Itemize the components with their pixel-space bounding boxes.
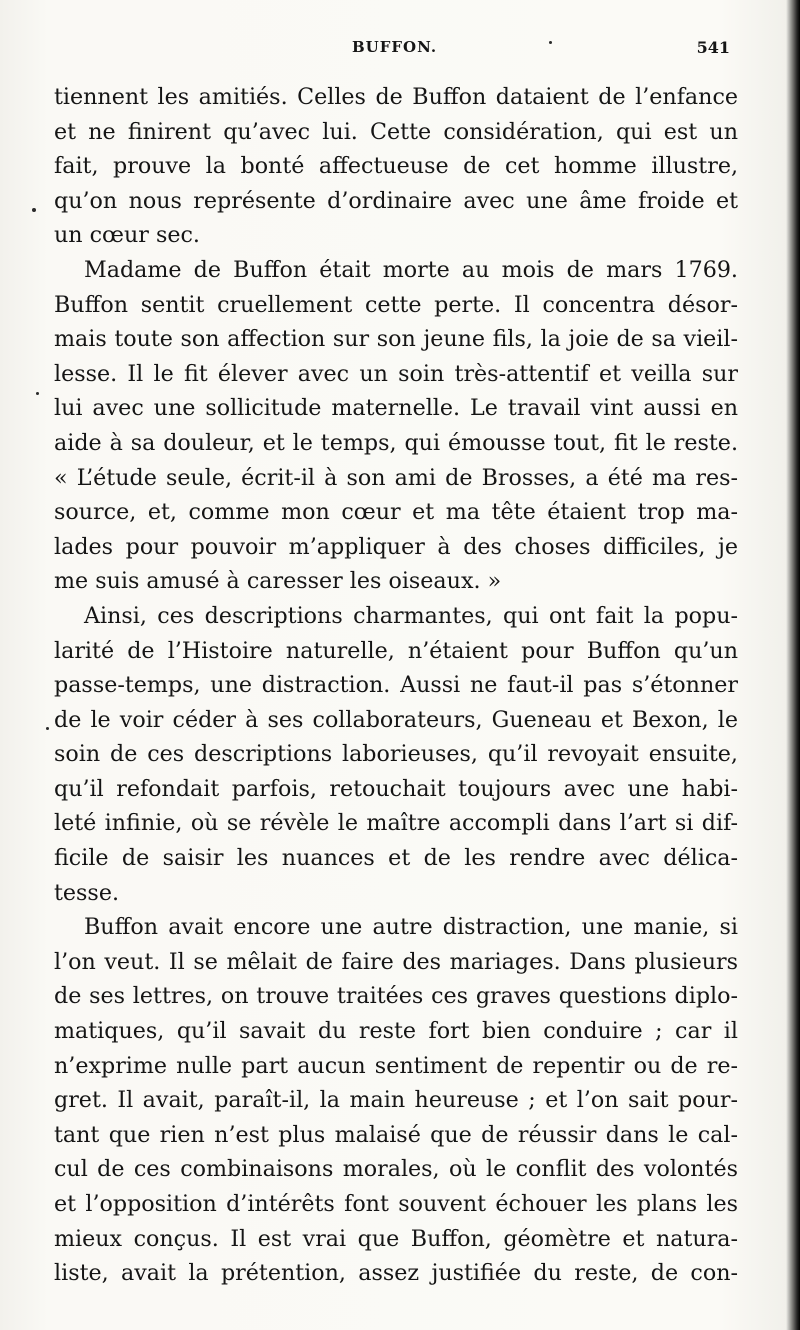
text-line: qu’il refondait parfois, retouchait toujours avec une habi-: [54, 775, 738, 802]
body-text: [54, 80, 738, 1291]
paragraph-start-line: Buffon avait encore une autre distraction, une manie, si: [84, 914, 738, 941]
text-line: tesse.: [54, 879, 120, 906]
paragraph-start-line: Madame de Buffon était morte au mois de mars 1769.: [84, 256, 738, 283]
page-number: 541: [696, 38, 730, 57]
text-line: fait, prouve la bonté affectueuse de cet homme illustre,: [54, 153, 738, 180]
text-line: cul de ces combinaisons morales, où le conflit des volontés: [54, 1156, 738, 1183]
text-line: me suis amusé à caresser les oiseaux. »: [54, 568, 502, 595]
text-line: ficile de saisir les nuances et de les rendre avec délica-: [54, 845, 738, 872]
text-line: passe-temps, une distraction. Aussi ne faut-il pas s’étonner: [54, 672, 738, 699]
print-speck: [36, 392, 39, 395]
paragraph-start-line: Ainsi, ces descriptions charmantes, qui ont fait la popu-: [84, 602, 738, 629]
text-line: qu’on nous représente d’ordinaire avec une âme froide et: [54, 187, 738, 214]
text-line: matiques, qu’il savait du reste fort bien conduire ; car il: [54, 1018, 738, 1045]
print-speck: [549, 41, 552, 44]
text-line: « L’étude seule, écrit-il à son ami de Brosses, a été ma res-: [54, 464, 738, 491]
text-line: liste, avait la prétention, assez justifiée du reste, de con-: [54, 1260, 738, 1287]
text-line: mais toute son affection sur son jeune fils, la joie de sa vieil-: [54, 326, 738, 353]
text-line: lesse. Il le fit élever avec un soin très-attentif et veilla sur: [54, 360, 738, 387]
text-line: Buffon sentit cruellement cette perte. Il concentra désor-: [54, 291, 738, 318]
text-line: et ne finirent qu’avec lui. Cette considération, qui est un: [54, 118, 738, 145]
text-line: source, et, comme mon cœur et ma tête étaient trop ma-: [54, 499, 738, 526]
text-line: l’on veut. Il se mêlait de faire des mariages. Dans plusieurs: [54, 948, 738, 975]
text-line: tant que rien n’est plus malaisé que de réussir dans le cal-: [54, 1121, 738, 1148]
text-line: leté infinie, où se révèle le maître accompli dans l’art si dif-: [54, 810, 738, 837]
text-line: de ses lettres, on trouve traitées ces graves questions diplo-: [54, 983, 738, 1010]
text-line: et l’opposition d’intérêts font souvent échouer les plans les: [54, 1191, 738, 1217]
text-line: lui avec une sollicitude maternelle. Le travail vint aussi en: [54, 395, 738, 422]
text-line: un cœur sec.: [54, 222, 200, 249]
text-line: lades pour pouvoir m’appliquer à des choses difficiles, je: [54, 533, 738, 560]
print-speck: [46, 727, 49, 730]
running-title: BUFFON.: [352, 38, 438, 56]
text-line: gret. Il avait, paraît-il, la main heureuse ; et l’on sait pour-: [54, 1087, 738, 1114]
page-edge-shadow: [786, 0, 800, 1330]
text-line: soin de ces descriptions laborieuses, qu’il revoyait ensuite,: [54, 741, 738, 768]
text-line: larité de l’Histoire naturelle, n’étaient pour Buffon qu’un: [54, 637, 738, 664]
text-line: de le voir céder à ses collaborateurs, Gueneau et Bexon, le: [54, 706, 738, 733]
text-line: mieux conçus. Il est vrai que Buffon, géomètre et natura-: [54, 1225, 738, 1252]
text-line: aide à sa douleur, et le temps, qui émousse tout, fit le reste.: [54, 429, 738, 456]
text-line: tiennent les amitiés. Celles de Buffon dataient de l’enfance: [54, 84, 738, 110]
text-line: n’exprime nulle part aucun sentiment de repentir ou de re-: [54, 1052, 738, 1079]
running-head: [0, 38, 800, 62]
print-speck: [32, 208, 36, 212]
